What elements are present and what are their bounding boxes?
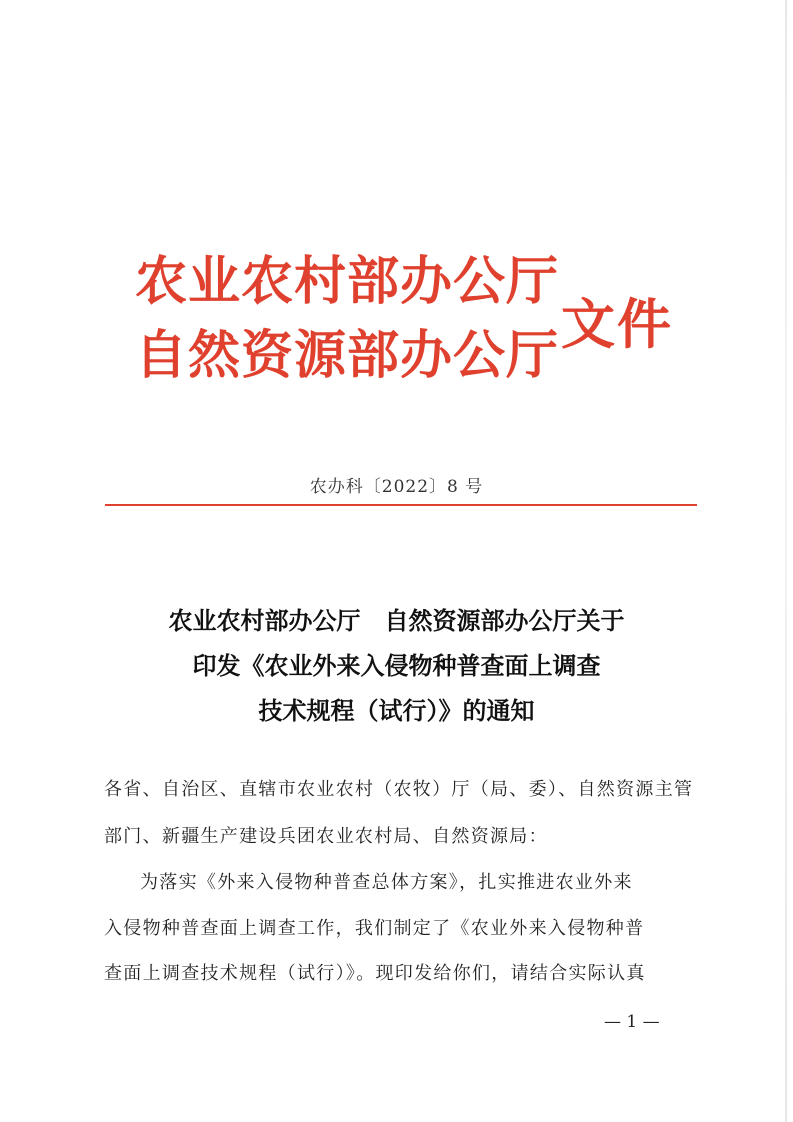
document-number: 农办科〔2022〕8 号 — [309, 477, 484, 497]
notice-title-line-1: 农业农村部办公厅 自然资源部办公厅关于 — [168, 606, 625, 635]
red-divider — [105, 504, 697, 506]
notice-title-line-2: 印发《农业外来入侵物种普查面上调查 — [192, 651, 601, 680]
addressee-line-1: 各省、自治区、直辖市农业农村（农牧）厅（局、委）、自然资源主管 — [104, 779, 694, 800]
page-number: — 1 — — [604, 1012, 660, 1032]
issuing-agency-1: 农业农村部办公厅 — [135, 251, 560, 312]
file-label: 文件 — [561, 292, 673, 356]
notice-title-line-3: 技术规程（试行）》的通知 — [258, 696, 535, 725]
issuing-agency-2: 自然资源部办公厅 — [135, 325, 560, 386]
body-paragraph-line-3: 查面上调查技术规程（试行）》。现印发给你们，请结合实际认真 — [104, 963, 646, 984]
scan-edge — [785, 0, 787, 1122]
body-paragraph-line-1: 为落实《外来入侵物种普查总体方案》，扎实推进农业外来 — [140, 872, 633, 893]
addressee-line-2: 部门、新疆生产建设兵团农业农村局、自然资源局： — [104, 826, 548, 847]
body-paragraph-line-2: 入侵物种普查面上调查工作，我们制定了《农业外来入侵物种普 — [104, 918, 645, 939]
